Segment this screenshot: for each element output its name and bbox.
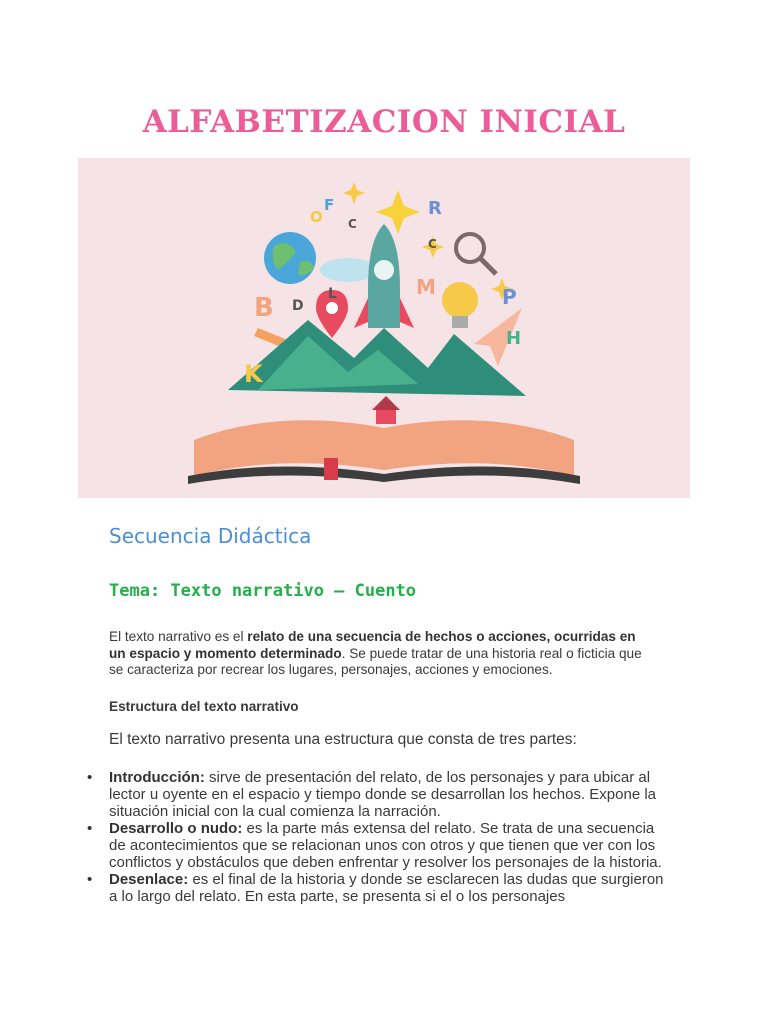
letter-m: M (416, 275, 436, 299)
letter-r: R (428, 198, 442, 219)
letter-d: D (292, 298, 304, 314)
bullet-icon: • (87, 820, 93, 837)
star-icon (343, 182, 365, 204)
intro-bold: relato de una secuencia de hechos o acciones, ocurridas en un espacio y momento determinado (109, 629, 636, 661)
bookmark-icon (324, 458, 338, 480)
list-item (87, 769, 669, 820)
intro-prefix: El texto narrativo es el (109, 629, 248, 644)
letter-f: F (324, 196, 335, 214)
open-book-illustration-svg (78, 158, 690, 498)
list-item-term: Desenlace: (109, 871, 189, 888)
magnifier-icon (456, 234, 484, 262)
list-item-text: es la parte más extensa del relato. Se trata de una secuencia de acontecimientos que se relacionan unos con otros y que tienen que ver con los conflictos y obstáculos que deben enfrentar y resolver los personajes de la historia. (109, 820, 662, 871)
bullet-icon: • (87, 871, 93, 888)
book-illustration (78, 158, 690, 498)
list-item (87, 871, 669, 905)
section-subtitle: Secuencia Didáctica (109, 524, 312, 548)
structure-list (87, 769, 669, 905)
letter-k: K (244, 360, 263, 388)
structure-lead: El texto narrativo presenta una estructura que consta de tres partes: (109, 731, 577, 748)
intro-suffix: . Se puede tratar de una historia real o ficticia que se caracteriza por recrear los lugares, personajes, acciones y emociones. (109, 645, 642, 677)
lightbulb-icon (442, 282, 478, 318)
list-item (87, 820, 669, 871)
list-item-text: sirve de presentación del relato, de los personajes y para ubicar al lector u oyente en el espacio y tiempo donde se desarrollan los hechos. Expone la situación inicial con la cual comienza la narración. (109, 769, 657, 820)
letter-c-small: C (348, 217, 357, 231)
house-icon (376, 408, 396, 424)
letter-b: B (254, 293, 274, 323)
list-item-text: es el final de la historia y donde se esclarecen las dudas que surgieron a lo largo del relato. En esta parte, se presenta si el o los personajes (109, 871, 664, 905)
topic-heading: Tema: Texto narrativo – Cuento (109, 581, 417, 601)
bullet-icon: • (87, 769, 93, 786)
list-item-term: Desarrollo o nudo: (109, 820, 243, 837)
list-item-term: Introducción: (109, 769, 205, 786)
letter-c: C (428, 237, 437, 251)
letter-l: L (328, 286, 337, 302)
structure-heading: Estructura del texto narrativo (109, 699, 299, 714)
letter-o: O (310, 208, 323, 226)
letter-h: H (506, 328, 522, 349)
letter-p: P (502, 285, 517, 309)
page-title: ALFABETIZACION INICIAL (142, 104, 626, 140)
intro-paragraph (109, 629, 649, 679)
